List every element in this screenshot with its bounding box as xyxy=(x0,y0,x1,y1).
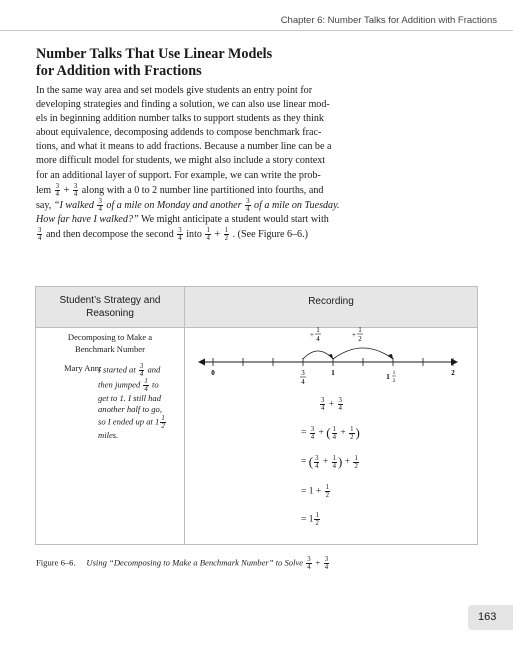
tick-label-three-fourths xyxy=(300,369,306,386)
paragraph-line: els in beginning addition number talks to support students as they think xyxy=(36,113,324,125)
section-title-line1: Number Talks That Use Linear Models xyxy=(36,46,273,62)
svg-text:1: 1 xyxy=(358,326,362,334)
fraction: $\frac{1}{2}$ xyxy=(161,415,165,431)
column-header-line: Reasoning xyxy=(86,308,134,319)
quote-line: so I ended up at 1 $\frac{1}{2}$ xyxy=(98,415,165,431)
paragraph-line xyxy=(36,227,480,242)
quote-line: miles. xyxy=(98,430,119,441)
fraction: $\frac{3}{4}$ xyxy=(307,556,311,571)
fraction: $\frac{1}{2}$ xyxy=(224,226,229,242)
strategy-title-line: Benchmark Number xyxy=(75,344,145,354)
story-text: “I walked xyxy=(53,199,94,211)
arrow-left-icon xyxy=(198,359,205,366)
caption-text: Using “Decomposing to Make a Benchmark Number” to Solve xyxy=(86,557,304,568)
fraction: $\frac{3}{4}$ xyxy=(98,197,102,213)
column-header-strategy xyxy=(36,294,184,320)
strategy-title xyxy=(36,331,184,355)
paragraph-line xyxy=(36,198,480,213)
paragraph-line xyxy=(36,213,480,227)
body-paragraph xyxy=(36,84,480,242)
svg-text:+: + xyxy=(310,331,314,339)
text: along with a 0 to 2 number line partitioned into fourths, and xyxy=(81,184,324,196)
fraction: $\frac{1}{4}$ xyxy=(144,378,148,393)
student-name: Mary Ann: xyxy=(64,363,102,373)
column-header-recording: Recording xyxy=(308,296,354,307)
jump-label-quarter xyxy=(310,326,321,343)
equation-line: = $\frac{3}{4}$ + ( $\frac{1}{4}$ + $\frac{1}{2}$ ) xyxy=(301,425,360,441)
jump-arc-half xyxy=(333,348,393,359)
tick-label-one-and-half xyxy=(386,370,396,384)
plus-sign: + xyxy=(63,184,70,196)
paragraph-line xyxy=(36,183,480,198)
text: . (See Figure 6–6.) xyxy=(232,228,308,240)
fraction: $\frac{3}{4}$ xyxy=(246,197,250,213)
quote-line: I started at $\frac{3}{4}$ and xyxy=(98,363,161,378)
student-quote xyxy=(98,363,178,442)
story-text: How far have I walked?” xyxy=(36,213,139,225)
fraction: $\frac{3}{4}$ xyxy=(55,182,60,198)
svg-text:1: 1 xyxy=(392,370,396,376)
equation-line: $\frac{3}{4}$ + $\frac{3}{4}$ xyxy=(321,397,342,412)
paragraph-line: tions, and what it means to add fractions. Because a number line can be a xyxy=(36,141,332,153)
paragraph-line: more difficult model for students, we might also include a story context xyxy=(36,155,326,167)
fraction: $\frac{3}{4}$ xyxy=(324,556,329,571)
story-text: of a mile on Tuesday. xyxy=(254,199,340,211)
paragraph-line: for an additional layer of support. For example, we can write the prob- xyxy=(36,169,321,181)
equation-line: = 1 $\frac{1}{2}$ xyxy=(301,512,319,527)
plus-sign: + xyxy=(214,228,221,240)
svg-text:4: 4 xyxy=(301,378,305,386)
story-text: of a mile on Monday and another xyxy=(106,199,242,211)
svg-text:3: 3 xyxy=(301,369,305,377)
equation-line: = ( $\frac{3}{4}$ + $\frac{1}{4}$ ) + $\frac{1}{2}$ xyxy=(301,454,358,470)
quote-line: another half to go, xyxy=(98,404,162,415)
paragraph-line: developing strategies and finding a solution, we can also use linear mod- xyxy=(36,99,330,111)
header-rule xyxy=(0,30,513,31)
page-number: 163 xyxy=(478,611,497,623)
tick-label-2: 2 xyxy=(451,369,455,377)
arrow-right-icon xyxy=(451,359,458,366)
svg-text:2: 2 xyxy=(358,335,362,343)
plus-sign: + xyxy=(314,557,321,568)
fraction: $\frac{3}{4}$ xyxy=(178,226,182,242)
fraction: $\frac{3}{4}$ xyxy=(73,182,78,198)
fraction: $\frac{3}{4}$ xyxy=(38,226,42,242)
jump-label-half xyxy=(352,326,363,343)
svg-text:4: 4 xyxy=(316,335,320,343)
svg-text:+: + xyxy=(352,331,356,339)
tick-label-1: 1 xyxy=(331,369,335,377)
fraction: $\frac{1}{4}$ xyxy=(206,226,210,242)
fraction: $\frac{3}{4}$ xyxy=(139,363,144,378)
caption-label: Figure 6–6. xyxy=(36,557,76,568)
text: We might anticipate a student would start with xyxy=(140,213,329,225)
column-header-line: Student’s Strategy and xyxy=(59,295,161,306)
number-line xyxy=(185,321,477,391)
paragraph-line: about equivalence, decomposing addends to compose benchmark frac- xyxy=(36,127,322,139)
text: lem xyxy=(36,184,52,196)
equation-line: = 1 + $\frac{1}{2}$ xyxy=(301,484,329,499)
svg-text:1: 1 xyxy=(316,326,320,334)
svg-text:2: 2 xyxy=(392,378,396,384)
section-title-line2: for Addition with Fractions xyxy=(36,63,202,79)
quote-line: then jumped $\frac{1}{4}$ to xyxy=(98,378,159,393)
text: and then decompose the second xyxy=(45,228,174,240)
quote-line: get to 1. I still had xyxy=(98,393,162,403)
figure-table xyxy=(35,286,478,545)
text: into xyxy=(186,228,202,240)
tick-label-0: 0 xyxy=(211,369,215,377)
figure-caption xyxy=(36,556,330,571)
strategy-title-line: Decomposing to Make a xyxy=(67,332,153,342)
section-title xyxy=(36,46,272,80)
chapter-header: Chapter 6: Number Talks for Addition with Fractions xyxy=(280,15,497,26)
text: say, xyxy=(36,199,52,211)
paragraph-line: In the same way area and set models give students an entry point for xyxy=(36,85,313,96)
svg-text:1: 1 xyxy=(386,373,390,381)
